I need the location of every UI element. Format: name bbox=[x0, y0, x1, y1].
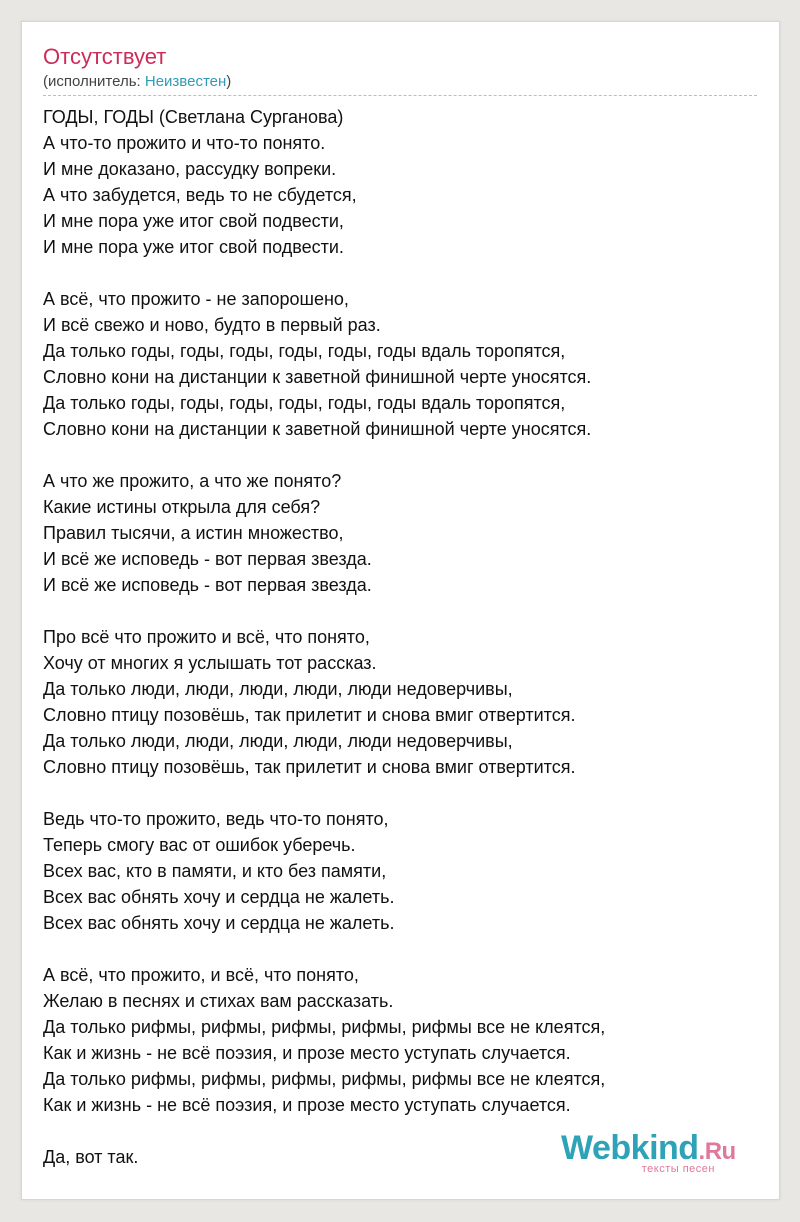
lyrics-line: Какие истины открыла для себя? bbox=[43, 497, 321, 517]
lyrics-line: Всех вас обнять хочу и сердца не жалеть. bbox=[43, 913, 395, 933]
artist-suffix: ) bbox=[226, 73, 232, 90]
lyrics-line: Да только годы, годы, годы, годы, годы, годы вдаль торопятся, bbox=[43, 393, 566, 413]
lyrics-line: Как и жизнь - не всё поэзия, и прозе место уступать случается. bbox=[43, 1095, 571, 1115]
header-divider bbox=[43, 95, 757, 96]
logo-main-text: Webkind bbox=[561, 1129, 699, 1167]
lyrics-line: Словно кони на дистанции к заветной финишной черте уносятся. bbox=[43, 367, 592, 387]
lyrics-body bbox=[43, 104, 763, 1196]
artist-link[interactable]: Неизвестен bbox=[144, 73, 227, 90]
song-title: Отсутствует bbox=[43, 44, 167, 69]
lyrics-line: Да только рифмы, рифмы, рифмы, рифмы, рифмы все не клеятся, bbox=[43, 1069, 606, 1089]
lyrics-line: И всё же исповедь - вот первая звезда. bbox=[43, 575, 372, 595]
lyrics-line: А всё, что прожито, и всё, что понято, bbox=[43, 965, 359, 985]
lyrics-line: Словно птицу позовёшь, так прилетит и снова вмиг отвертится. bbox=[43, 705, 576, 725]
lyrics-line: И всё же исповедь - вот первая звезда. bbox=[43, 549, 372, 569]
logo-tld: .Ru bbox=[698, 1138, 736, 1165]
lyrics-line: Да только рифмы, рифмы, рифмы, рифмы, рифмы все не клеятся, bbox=[43, 1017, 606, 1037]
artist-line bbox=[43, 73, 231, 90]
lyrics-line: И мне пора уже итог свой подвести, bbox=[43, 211, 344, 231]
lyrics-line: Да только люди, люди, люди, люди, люди недоверчивы, bbox=[43, 731, 513, 751]
lyrics-stanza bbox=[43, 468, 763, 598]
lyrics-line: Как и жизнь - не всё поэзия, и прозе место уступать случается. bbox=[43, 1043, 571, 1063]
lyrics-line: Правил тысячи, а истин множество, bbox=[43, 523, 344, 543]
logo-tagline: тексты песен bbox=[641, 1163, 715, 1175]
lyrics-line: И всё свежо и ново, будто в первый раз. bbox=[43, 315, 381, 335]
lyrics-card bbox=[21, 21, 780, 1200]
lyrics-line: Теперь смогу вас от ошибок уберечь. bbox=[43, 835, 356, 855]
lyrics-stanza bbox=[43, 104, 763, 260]
artist-prefix: (исполнитель: bbox=[43, 73, 145, 90]
lyrics-line: А что же прожито, а что же понято? bbox=[43, 471, 342, 491]
lyrics-line: ГОДЫ, ГОДЫ (Светлана Сурганова) bbox=[43, 107, 344, 127]
lyrics-line: Да, вот так. bbox=[43, 1147, 139, 1167]
site-logo[interactable] bbox=[561, 1129, 751, 1175]
lyrics-line: Словно кони на дистанции к заветной финишной черте уносятся. bbox=[43, 419, 592, 439]
lyrics-line: А что забудется, ведь то не сбудется, bbox=[43, 185, 357, 205]
lyrics-line: Ведь что-то прожито, ведь что-то понято, bbox=[43, 809, 389, 829]
lyrics-line: Да только люди, люди, люди, люди, люди недоверчивы, bbox=[43, 679, 513, 699]
lyrics-line: А что-то прожито и что-то понято. bbox=[43, 133, 326, 153]
lyrics-stanza bbox=[43, 806, 763, 936]
lyrics-line: Да только годы, годы, годы, годы, годы, годы вдаль торопятся, bbox=[43, 341, 566, 361]
lyrics-line: Про всё что прожито и всё, что понято, bbox=[43, 627, 370, 647]
lyrics-line: И мне доказано, рассудку вопреки. bbox=[43, 159, 337, 179]
lyrics-line: Словно птицу позовёшь, так прилетит и снова вмиг отвертится. bbox=[43, 757, 576, 777]
lyrics-line: Всех вас обнять хочу и сердца не жалеть. bbox=[43, 887, 395, 907]
lyrics-line: Хочу от многих я услышать тот рассказ. bbox=[43, 653, 377, 673]
lyrics-line: А всё, что прожито - не запорошено, bbox=[43, 289, 349, 309]
lyrics-stanza bbox=[43, 624, 763, 780]
lyrics-stanza bbox=[43, 962, 763, 1118]
lyrics-stanza bbox=[43, 286, 763, 442]
lyrics-line: И мне пора уже итог свой подвести. bbox=[43, 237, 344, 257]
lyrics-line: Желаю в песнях и стихах вам рассказать. bbox=[43, 991, 394, 1011]
lyrics-line: Всех вас, кто в памяти, и кто без памяти, bbox=[43, 861, 387, 881]
